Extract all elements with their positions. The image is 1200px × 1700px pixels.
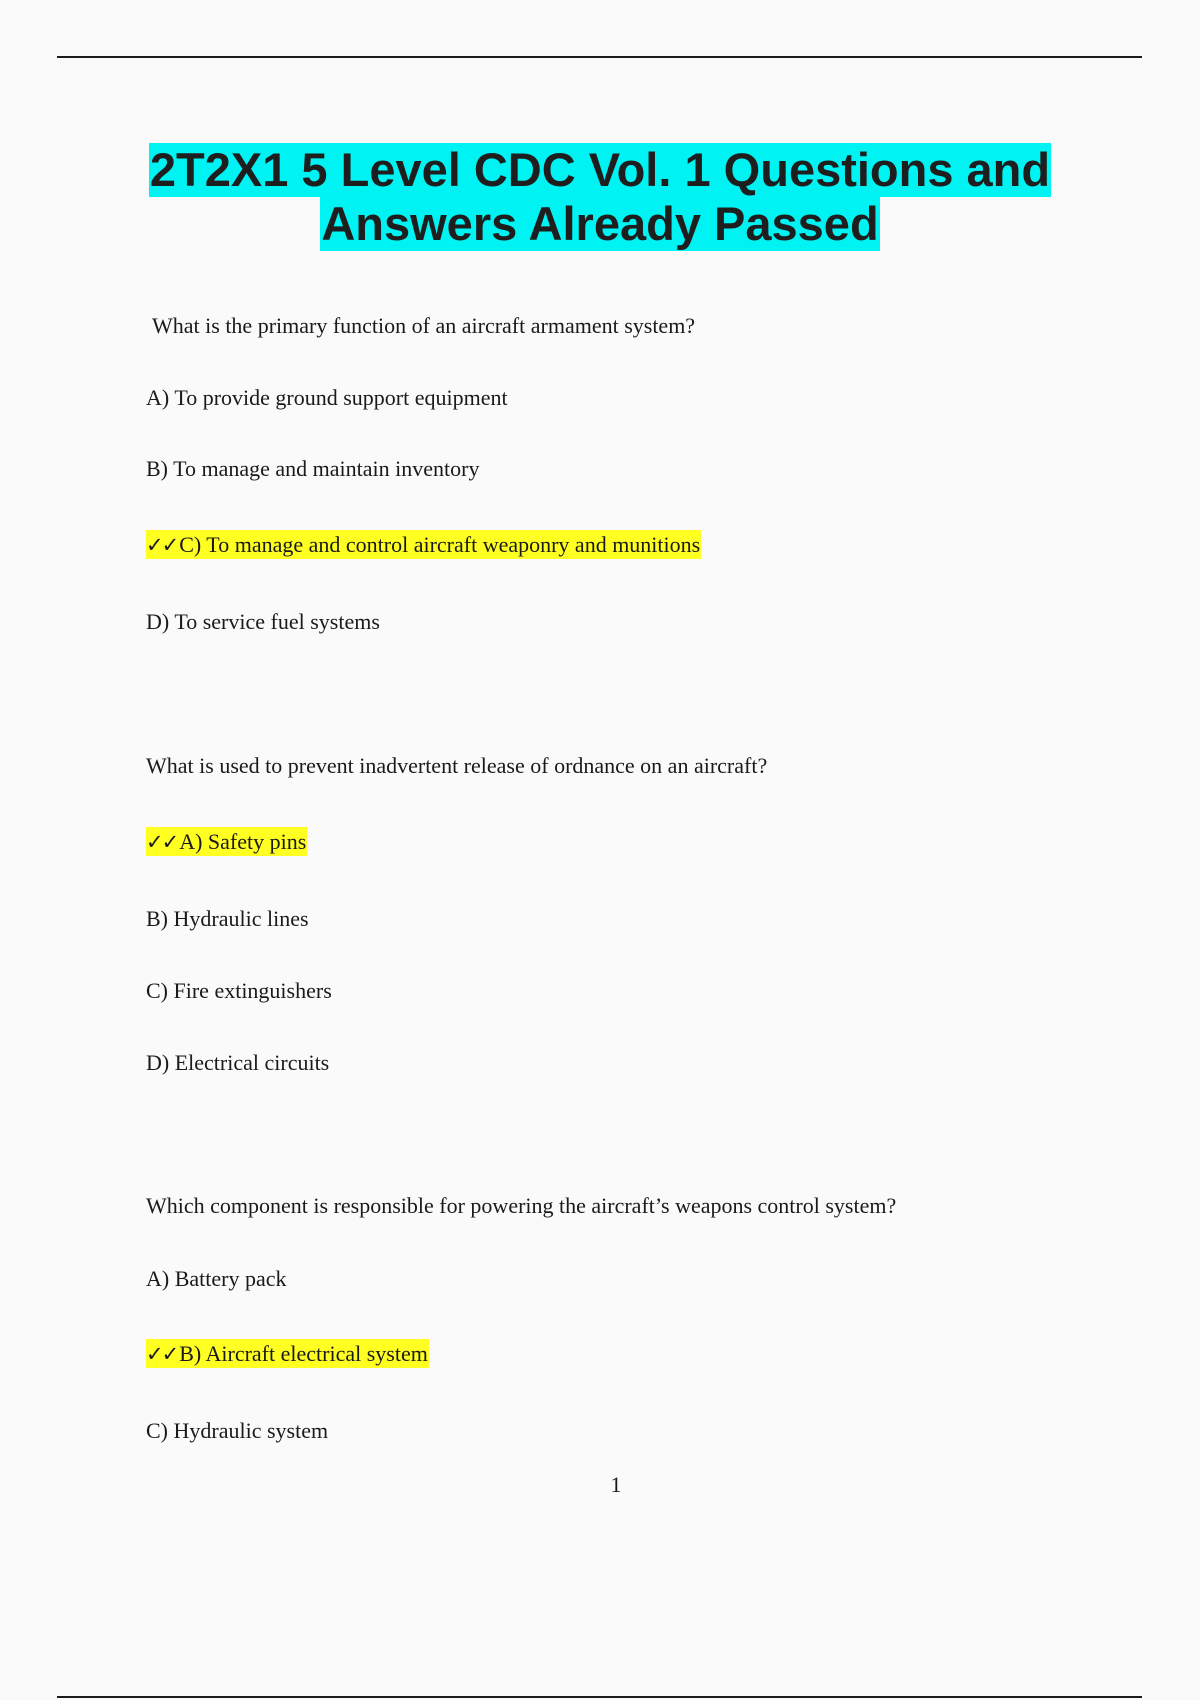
question-1-option-b: B) To manage and maintain inventory [146, 456, 480, 481]
question-2-option-a-correct [146, 829, 307, 855]
page-number: 1 [610, 1472, 622, 1497]
question-1-text: What is the primary function of an aircraft armament system? [152, 313, 696, 338]
question-2-text: What is used to prevent inadvertent release of ordnance on an aircraft? [146, 753, 768, 778]
question-2-option-c: C) Fire extinguishers [146, 978, 332, 1003]
title-line-1: 2T2X1 5 Level CDC Vol. 1 Questions and [149, 143, 1051, 196]
answer-text: C) To manage and control aircraft weaponry and munitions [179, 532, 701, 557]
question-3-option-c: C) Hydraulic system [146, 1418, 329, 1443]
bottom-rule [57, 1696, 1142, 1698]
question-1-option-d: D) To service fuel systems [146, 609, 380, 634]
question-3-option-b-correct [146, 1341, 429, 1367]
question-3-option-a: A) Battery pack [146, 1266, 287, 1291]
question-3-text: Which component is responsible for powering the aircraft’s weapons control system? [146, 1193, 897, 1218]
title-line-2: Answers Already Passed [321, 197, 879, 250]
answer-text: A) Safety pins [179, 829, 307, 854]
double-check-icon: ✓✓ [146, 1342, 178, 1366]
question-2-option-d: D) Electrical circuits [146, 1050, 330, 1075]
top-rule [57, 56, 1142, 58]
correct-answer-highlight [146, 530, 701, 559]
double-check-icon: ✓✓ [146, 533, 178, 557]
correct-answer-highlight [146, 1339, 429, 1368]
document-title [0, 143, 1200, 251]
correct-answer-highlight [146, 827, 307, 856]
question-1-option-c-correct [146, 532, 701, 558]
question-1-option-a: A) To provide ground support equipment [146, 385, 508, 410]
answer-text: B) Aircraft electrical system [179, 1341, 428, 1366]
double-check-icon: ✓✓ [146, 830, 178, 854]
question-2-option-b: B) Hydraulic lines [146, 906, 309, 931]
